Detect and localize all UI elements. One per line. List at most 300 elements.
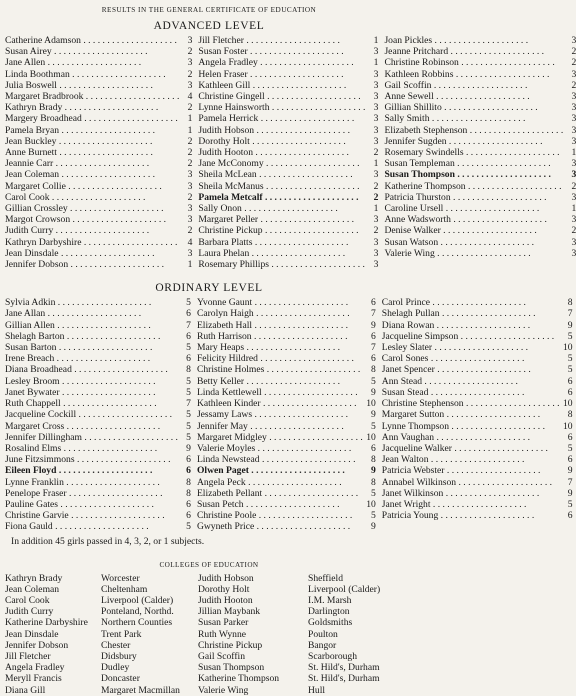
student-row [384,192,576,203]
subject-count: 2 [187,158,193,170]
student-name: Christine Stephenson . . . . . . . . . . . . . . . . . . . . [381,398,560,410]
student-row [384,102,576,113]
subject-count: 3 [187,203,193,215]
student-row [5,91,192,102]
student-row [384,203,576,214]
student-name: Lynne Thompson . . . . . . . . . . . . . . . . . . . . [381,420,545,432]
student-name: Shelagh Pullan . . . . . . . . . . . . . . . . . . . . [381,308,536,320]
student-row [198,46,378,57]
student-row [5,57,192,68]
subject-count: 8 [370,454,376,466]
student-name: Jacqueline Simpson . . . . . . . . . . . . . . . . . . . . [381,330,555,342]
student-row [5,521,191,532]
subject-count: 6 [567,454,573,466]
subject-count: 3 [187,180,193,192]
student-name: Susan Thompson [198,662,265,674]
college-name: Darlington [308,606,350,618]
student-name: Diana Rowan . . . . . . . . . . . . . . . . . . . . [381,319,531,331]
student-row [5,248,192,259]
subject-count: 6 [186,308,191,320]
subject-count: 4 [187,91,193,103]
student-row [197,342,376,353]
ordinary-level-list [5,297,573,533]
college-name: Poulton [308,628,338,640]
student-name: Valerie Wing . . . . . . . . . . . . . . . . . . . . [384,247,531,259]
student-row [197,432,376,443]
subject-count: 5 [567,364,573,376]
student-row [5,387,191,398]
subject-count: 5 [186,386,191,398]
subject-count: 2 [187,191,193,203]
subject-count: 2 [373,147,379,159]
student-name: Judith Hobson . . . . . . . . . . . . . . . . . . . . [198,124,350,136]
subject-count: 5 [186,420,191,432]
student-name: Margaret Cross . . . . . . . . . . . . . . . . . . . . [5,420,161,432]
student-row [382,443,573,454]
student-name: Jennifer Dobson [5,639,69,651]
student-row [197,499,376,510]
subject-count: 3 [373,259,379,271]
student-name: Jill Fletcher [5,650,51,662]
student-row [197,320,376,331]
subject-count: 6 [186,330,191,342]
subject-count: 6 [567,386,573,398]
student-name: Elizabeth Pellant . . . . . . . . . . . . . . . . . . . . [196,487,359,499]
student-row [5,342,191,353]
subject-count: 5 [186,297,191,309]
student-name: Irene Breach . . . . . . . . . . . . . . . . . . . . [5,353,151,365]
subject-count: 2 [373,191,379,203]
student-row [382,353,573,364]
subject-count: 2 [571,225,576,237]
student-row [197,387,376,398]
subject-count: 6 [567,375,573,387]
student-row [5,158,192,169]
subject-count: 3 [571,169,576,181]
subject-count: 5 [567,330,573,342]
advanced-column-3 [384,35,576,270]
page-title: RESULTS IN THE GENERAL CERTIFICATE OF EDUCATION [101,6,317,14]
subject-count: 6 [186,465,191,477]
student-row [384,80,576,91]
student-row [382,510,573,521]
student-name: Judith Curry [5,606,54,618]
student-name: Diana Broadhead . . . . . . . . . . . . . . . . . . . . [5,364,168,376]
student-name: Betty Keller . . . . . . . . . . . . . . . . . . . . [196,375,341,387]
student-name: Gwyneth Price . . . . . . . . . . . . . . . . . . . . [196,521,351,533]
student-row [198,225,378,236]
student-name: Jane Allen . . . . . . . . . . . . . . . . . . . . [5,57,142,69]
subject-count: 1 [187,124,193,136]
subject-count: 3 [373,214,379,226]
subject-count: 3 [187,214,193,226]
subject-count: 8 [186,364,191,376]
student-name: Carol Sones . . . . . . . . . . . . . . . . . . . . [381,353,525,365]
student-name: Lynne Hainsworth . . . . . . . . . . . . . . . . . . . . [198,102,366,114]
student-name: Christine Pickup [198,639,263,651]
student-row [198,80,378,91]
student-row [382,477,573,488]
subject-count: 5 [567,442,573,454]
student-name: Valerie Wing [198,684,249,696]
student-name: Carol Prince . . . . . . . . . . . . . . . . . . . . [381,297,526,309]
student-row [197,443,376,454]
student-name: Susan Petch . . . . . . . . . . . . . . . . . . . . [196,498,340,510]
subject-count: 3 [373,169,379,181]
subject-count: 4 [187,236,193,248]
student-name: Sally Smith . . . . . . . . . . . . . . . . . . . . [384,113,526,125]
student-row [198,69,378,80]
student-name: Eileen Floyd . . . . . . . . . . . . . . . . . . . . [5,465,153,477]
student-row [197,465,376,476]
student-name: Anne Burnett . . . . . . . . . . . . . . . . . . . . [5,147,153,159]
student-row [5,510,191,521]
student-row [197,308,376,319]
colleges-list [5,573,413,696]
student-row [197,510,376,521]
student-row [197,521,376,532]
student-row [197,398,376,409]
subject-count: 7 [186,319,191,331]
subject-count: 7 [186,398,191,410]
student-name: Gail Scoffin . . . . . . . . . . . . . . . . . . . . [384,79,528,91]
student-name: Margaret Peller . . . . . . . . . . . . . . . . . . . . [198,214,355,226]
subject-count: 10 [562,342,573,354]
student-row [5,192,192,203]
student-name: Penelope Fraser . . . . . . . . . . . . . . . . . . . . [5,487,163,499]
student-row [382,342,573,353]
subject-count: 6 [370,297,376,309]
colleges-heading: COLLEGES OF EDUCATION [159,560,259,569]
student-row [197,488,376,499]
student-row [382,308,573,319]
subject-count: 5 [186,431,191,443]
advanced-column-1 [5,35,198,270]
student-row [198,102,378,113]
student-row [5,259,192,270]
student-name: Janet Wilkinson . . . . . . . . . . . . . . . . . . . . [381,487,540,499]
student-name: Linda Kettlewell . . . . . . . . . . . . . . . . . . . . [196,386,358,398]
student-row [197,409,376,420]
student-row [5,125,192,136]
subject-count: 1 [373,57,379,69]
subject-count: 3 [187,247,193,259]
subject-count: 3 [571,102,576,114]
student-name: Margaret Collie . . . . . . . . . . . . . . . . . . . . [5,180,162,192]
college-name: Scarborough [308,650,358,662]
student-row [198,248,378,259]
subject-count: 3 [571,214,576,226]
student-name: Pauline Gates . . . . . . . . . . . . . . . . . . . . [5,498,154,510]
student-name: Jeannie Carr . . . . . . . . . . . . . . . . . . . . [5,158,150,170]
student-name: Jeanne Pritchard . . . . . . . . . . . . . . . . . . . . [384,46,545,58]
student-row [5,237,192,248]
subject-count: 9 [370,465,376,477]
subject-count: 9 [567,487,573,499]
subject-count: 1 [373,203,379,215]
student-name: Dorothy Holt [198,583,250,595]
subject-count: 5 [186,342,191,354]
college-name: Dudley [101,662,130,674]
student-name: Valerie Moyles . . . . . . . . . . . . . . . . . . . . [196,442,352,454]
subject-count: 3 [187,57,193,69]
student-row [384,35,576,46]
student-row [384,181,576,192]
student-name: Diana Gill [5,684,46,696]
student-name: Carol Cook [5,594,50,606]
student-row [198,113,378,124]
ordinary-level-heading: ORDINARY LEVEL [155,282,263,295]
student-row [384,91,576,102]
subject-count: 10 [366,398,376,410]
student-name: Patricia Young . . . . . . . . . . . . . . . . . . . . [381,510,535,522]
ordinary-column-2 [197,297,382,532]
subject-count: 7 [370,308,376,320]
subject-count: 3 [373,135,379,147]
student-name: Judith Hobson [198,572,254,584]
student-name: Susan Parker [198,617,249,629]
student-name: Rosemary Swindells . . . . . . . . . . . . . . . . . . . . [384,147,560,159]
student-name: Margery Broadhead . . . . . . . . . . . . . . . . . . . . [5,113,178,125]
student-name: Jennifer Dobson . . . . . . . . . . . . . . . . . . . . [5,259,165,271]
student-row [5,308,191,319]
subject-count: 1 [187,113,193,125]
student-name: Helen Fraser . . . . . . . . . . . . . . . . . . . . [198,68,344,80]
subject-count: 2 [571,79,576,91]
student-row [5,214,192,225]
student-name: Anne Wadsworth . . . . . . . . . . . . . . . . . . . . [384,214,547,226]
subject-count: 3 [571,247,576,259]
student-row [198,214,378,225]
student-name: Joan Pickles . . . . . . . . . . . . . . . . . . . . [384,35,529,46]
student-name: Ann Vaughan . . . . . . . . . . . . . . . . . . . . [381,431,531,443]
student-row [5,80,192,91]
student-name: Mary Heaps . . . . . . . . . . . . . . . . . . . . [196,342,341,354]
student-row [384,248,576,259]
student-row [5,225,192,236]
student-row [5,136,192,147]
student-name: Carolyn Haigh . . . . . . . . . . . . . . . . . . . . [196,308,350,320]
subject-count: 3 [373,91,379,103]
student-row [382,499,573,510]
ordinary-level-note: In addition 45 girls passed in 4, 3, 2, or 1 subjects. [11,535,205,547]
student-name: Margot Crowson . . . . . . . . . . . . . . . . . . . . [5,214,167,226]
subject-count: 5 [370,510,376,522]
subject-count: 10 [562,398,573,410]
subject-count: 9 [567,319,573,331]
student-row [5,398,191,409]
subject-count: 5 [370,375,376,387]
subject-count: 3 [571,68,576,80]
student-row [198,203,378,214]
subject-count: 9 [370,409,376,421]
college-name: Trent Park [101,628,142,640]
student-name: Jillian Maybank [198,606,261,618]
student-row [384,225,576,236]
student-name: Jennifer May . . . . . . . . . . . . . . . . . . . . [196,420,344,432]
student-name: Jane McConomy . . . . . . . . . . . . . . . . . . . . [198,158,360,170]
college-name: I.M. Marsh [308,594,352,606]
student-row [5,477,191,488]
student-name: Pamela Herrick . . . . . . . . . . . . . . . . . . . . [198,113,355,125]
student-name: Sylvia Adkin . . . . . . . . . . . . . . . . . . . . [5,297,152,309]
student-row [5,353,191,364]
student-row [384,69,576,80]
subject-count: 9 [370,319,376,331]
student-row [384,237,576,248]
student-name: Laura Phelan . . . . . . . . . . . . . . . . . . . . [198,247,346,259]
student-row [197,364,376,375]
student-name: Jacqueline Cockill . . . . . . . . . . . . . . . . . . . . [5,409,173,421]
student-name: Patricia Webster . . . . . . . . . . . . . . . . . . . . [381,465,541,477]
subject-count: 3 [373,113,379,125]
student-row [384,113,576,124]
student-row [198,158,378,169]
student-name: Jean Dinsdale [5,628,59,640]
student-row [197,297,376,308]
student-row [198,57,378,68]
student-name: Lynne Franklin . . . . . . . . . . . . . . . . . . . . [5,476,160,488]
student-name: Kathryn Darbyshire . . . . . . . . . . . . . . . . . . . . [5,236,178,248]
student-name: Felicity Hildred . . . . . . . . . . . . . . . . . . . . [196,353,354,365]
student-name: Judith Hooton [198,594,253,606]
student-name: Margaret Bradbrook . . . . . . . . . . . . . . . . . . . . [5,91,180,103]
student-name: Angela Fradley . . . . . . . . . . . . . . . . . . . . [198,57,354,69]
student-row [5,499,191,510]
student-name: Julia Boswell . . . . . . . . . . . . . . . . . . . . [5,79,153,91]
student-row [197,477,376,488]
student-row [5,454,191,465]
student-name: Christine Holmes . . . . . . . . . . . . . . . . . . . . [196,364,361,376]
college-name: Cheltenham [101,583,148,595]
student-name: Sheila McManus . . . . . . . . . . . . . . . . . . . . [198,180,360,192]
student-name: Jean Coleman . . . . . . . . . . . . . . . . . . . . [5,169,156,181]
subject-count: 2 [571,180,576,192]
subject-count: 3 [571,135,576,147]
college-name: Ponteland, Northd. [101,606,174,618]
student-row [197,353,376,364]
student-row [198,147,378,158]
student-name: Anne Sewell . . . . . . . . . . . . . . . . . . . . [384,91,530,103]
student-name: Katherine Thompson . . . . . . . . . . . . . . . . . . . . [384,180,562,192]
subject-count: 8 [567,409,573,421]
student-name: Carol Cook . . . . . . . . . . . . . . . . . . . . [5,191,146,203]
student-row [382,376,573,387]
subject-count: 3 [373,46,379,58]
student-name: Meryll Francis [5,673,62,685]
student-name: Ruth Harrison . . . . . . . . . . . . . . . . . . . . [196,330,348,342]
subject-count: 5 [370,487,376,499]
student-row [384,214,576,225]
student-row [382,364,573,375]
subject-count: 2 [187,147,193,159]
student-name: Sheila McLean . . . . . . . . . . . . . . . . . . . . [198,169,353,181]
student-row [198,136,378,147]
subject-count: 3 [571,113,576,125]
student-name: Jennifer Sugden . . . . . . . . . . . . . . . . . . . . [384,135,543,147]
student-name: Gillian Allen . . . . . . . . . . . . . . . . . . . . [5,319,151,331]
student-row [384,158,576,169]
subject-count: 3 [373,247,379,259]
subject-count: 3 [571,191,576,203]
college-name: Goldsmiths [308,617,353,629]
student-name: Jean Walton . . . . . . . . . . . . . . . . . . . . [381,454,525,466]
student-row [5,113,192,124]
subject-count: 5 [567,498,573,510]
student-name: Katherine Thompson [198,673,280,685]
student-name: Linda Newstead . . . . . . . . . . . . . . . . . . . . [196,454,356,466]
student-name: Janet Spencer . . . . . . . . . . . . . . . . . . . . [381,364,531,376]
student-name: Jacqueline Walker . . . . . . . . . . . . . . . . . . . . [381,442,548,454]
college-name: Didsbury [101,650,137,662]
student-row [5,46,192,57]
subject-count: 3 [187,35,193,46]
subject-count: 5 [186,409,191,421]
student-row [5,203,192,214]
student-row [382,488,573,499]
ordinary-column-1 [5,297,197,532]
student-row [198,125,378,136]
student-name: Rosemary Phillips . . . . . . . . . . . . . . . . . . . . [198,259,365,271]
subject-count: 1 [187,259,193,271]
student-row [5,465,191,476]
student-row [382,297,573,308]
student-row [5,35,192,46]
student-row [5,297,191,308]
student-row [382,320,573,331]
student-name: Angela Fradley [5,662,65,674]
student-name: Susan Templeman . . . . . . . . . . . . . . . . . . . . [384,158,551,170]
student-name: Barbara Platts . . . . . . . . . . . . . . . . . . . . [198,236,349,248]
student-name: Lesley Slater . . . . . . . . . . . . . . . . . . . . [381,342,529,354]
student-name: Jean Coleman [5,583,60,595]
student-name: Kathleen Gill . . . . . . . . . . . . . . . . . . . . [198,79,347,91]
student-name: Linda Boothman . . . . . . . . . . . . . . . . . . . . [5,68,166,80]
subject-count: 9 [370,521,376,533]
subject-count: 1 [571,203,576,215]
student-name: Gillian Crossley . . . . . . . . . . . . . . . . . . . . [5,203,164,215]
student-name: Elizabeth Stephenson . . . . . . . . . . . . . . . . . . . . [384,124,564,136]
subject-count: 3 [373,68,379,80]
subject-count: 8 [370,476,376,488]
subject-count: 3 [571,236,576,248]
subject-count: 8 [186,476,191,488]
college-name: Doncaster [101,673,140,685]
student-row [198,35,378,46]
student-name: Kathleen Kinder . . . . . . . . . . . . . . . . . . . . [196,398,357,410]
student-name: Judith Curry . . . . . . . . . . . . . . . . . . . . [5,225,150,237]
subject-count: 8 [370,364,376,376]
subject-count: 10 [366,431,376,443]
subject-count: 3 [373,124,379,136]
student-row [5,432,191,443]
subject-count: 3 [373,79,379,91]
student-name: Fiona Gauld . . . . . . . . . . . . . . . . . . . . [5,521,149,533]
student-row [384,136,576,147]
student-name: Christine Poole . . . . . . . . . . . . . . . . . . . . [196,510,353,522]
student-row [198,259,378,270]
college-name: Hull [308,684,326,696]
subject-count: 2 [187,102,193,114]
subject-count: 7 [370,342,376,354]
subject-count: 1 [373,158,379,170]
student-name: Jennifer Dillingham . . . . . . . . . . . . . . . . . . . . [5,431,178,443]
student-name: Ruth Wynne [198,628,247,640]
subject-count: 6 [567,431,573,443]
student-name: Susan Thompson . . . . . . . . . . . . . . . . . . . . [384,169,551,181]
subject-count: 2 [571,46,576,58]
student-name: Patricia Thurston . . . . . . . . . . . . . . . . . . . . [384,191,547,203]
